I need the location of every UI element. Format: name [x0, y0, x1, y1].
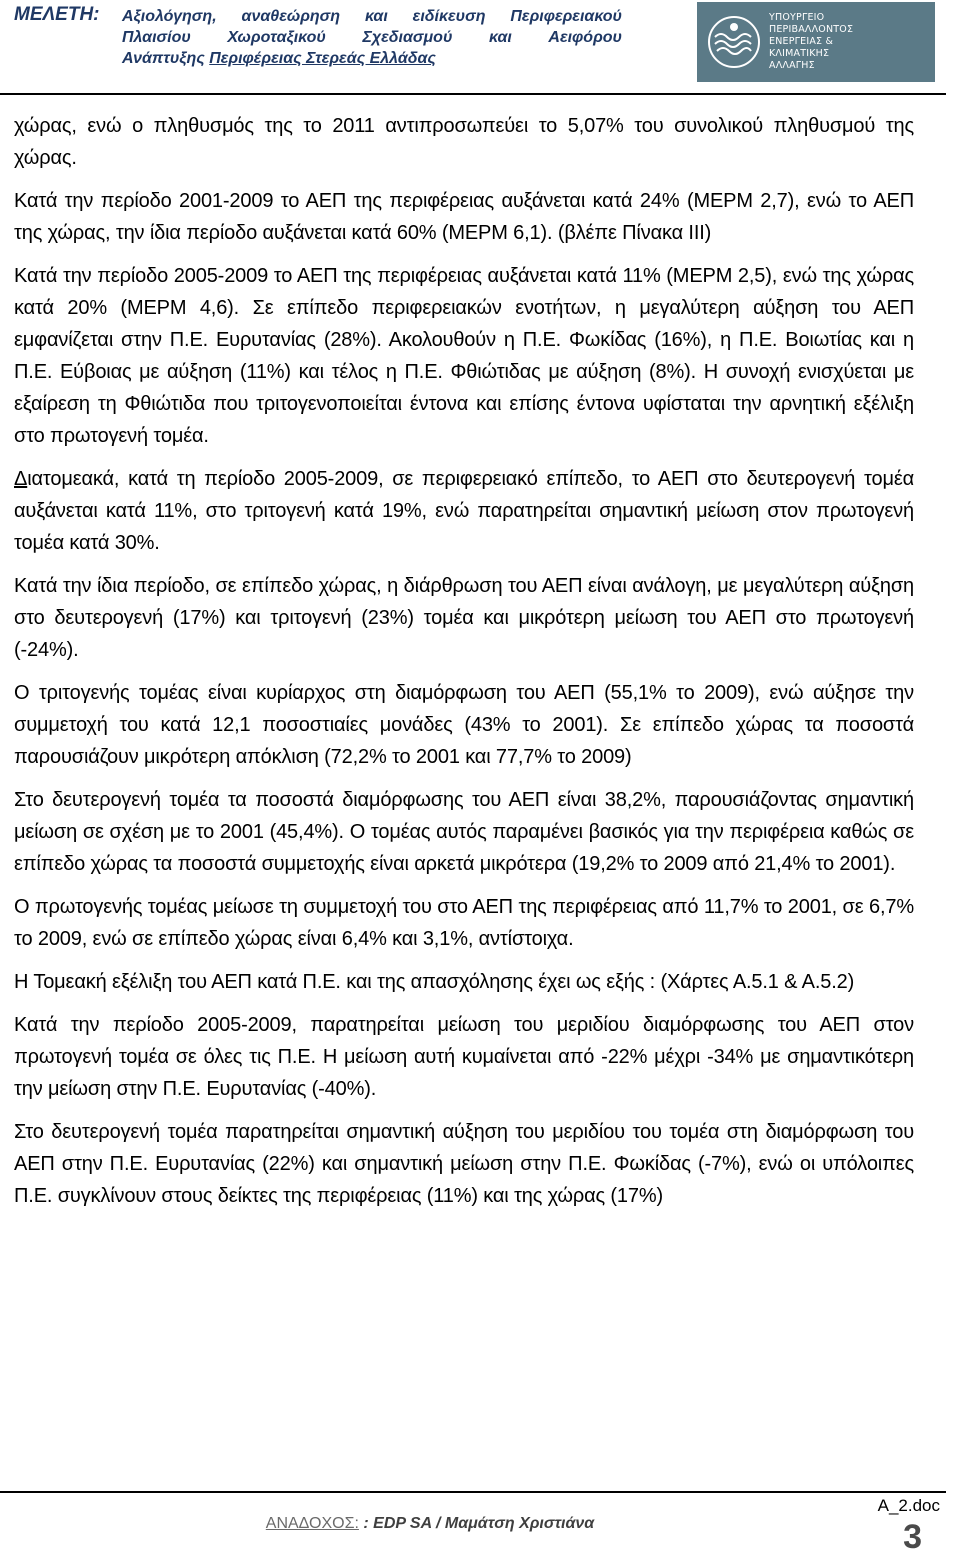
- title-word: Περιφερειακού: [510, 8, 622, 25]
- contractor-label: ΑΝΑΔΟΧΟΣ:: [265, 1515, 359, 1532]
- ministry-logo: [697, 2, 935, 82]
- paragraph: Η Τομεακή εξέλιξη του ΑΕΠ κατά Π.Ε. και της απασχόλησης έχει ως εξής : (Χάρτες Α.5.1 & Α.5.2): [14, 971, 855, 993]
- ministry-name-line: ΚΛΙΜΑΤΙΚΗΣ: [769, 48, 830, 59]
- paragraph: Ο πρωτογενής τομέας μείωσε τη συμμετοχή του στο ΑΕΠ της περιφέρειας από 11,7% το 2001, σε 6,7% το 2009, ενώ σε επίπεδο χώρας είναι 6,4% και 3,1%, αντίστοιχα.: [14, 896, 914, 950]
- ministry-name-line: ΕΝΕΡΓΕΙΑΣ &: [769, 36, 834, 47]
- paragraph-text: ιατομεακά, κατά τη περίοδο 2005-2009, σε περιφερειακό επίπεδο, το ΑΕΠ στο δευτερογενή τομέα αυξάνεται κατά 11%, στο τριτογενή κατά 19%, ενώ παρατηρείται σημαντική μείωση στον πρωτογενή τομέα κατά 30%.: [14, 468, 914, 554]
- study-title-line-3: [122, 48, 622, 69]
- study-label: ΜΕΛΕΤΗ:: [14, 4, 100, 25]
- paragraph: Κατά την περίοδο 2005-2009 το ΑΕΠ της περιφέρειας αυξάνεται κατά 11% (ΜΕΡΜ 2,5), ενώ της χώρας κατά 20% (ΜΕΡΜ 4,6). Σε επίπεδο περιφερειακών ενοτήτων, η μεγαλύτερη αύξηση του ΑΕΠ εμφανίζεται στην Π.Ε. Ευρυτανίας (28%). Ακολουθούν η Π.Ε. Φωκίδας (16%), η Π.Ε. Βοιωτίας και η Π.Ε. Εύβοιας με αύξηση (11%) και τέλος η Π.Ε. Φθιώτιδας με αύξηση (8%). Η συνοχή ενισχύεται με εξαίρεση τη Φθιώτιδα που τριτογενοποιείται έντονα και επίσης έντονα υφίσταται την αρνητική εξέλιξη στο πρωτογενή τομέα.: [14, 265, 914, 447]
- page-header: [0, 0, 960, 92]
- title-region: Περιφέρειας Στερεάς Ελλάδας: [209, 50, 436, 67]
- ministry-name: [769, 12, 853, 72]
- paragraph: Κατά την ίδια περίοδο, σε επίπεδο χώρας, η διάρθρωση του ΑΕΠ είναι ανάλογη, με μεγαλύτερη αύξηση στο δευτερογενή (17%) και τριτογενή (23%) τομέα και μικρότερη μείωση του ΑΕΠ στο πρωτογενή (-24%).: [14, 575, 914, 661]
- paragraph: Στο δευτερογενή τομέα παρατηρείται σημαντική αύξηση του μεριδίου του τομέα στη διαμόρφωση του ΑΕΠ στην Π.Ε. Ευρυτανίας (22%) και σημαντική μείωση στην Π.Ε. Φωκίδας (-7%), ενώ οι υπόλοιπες Π.Ε. συγκλίνουν στους δείκτες της περιφέρειας (11%) και της χώρας (17%): [14, 1121, 914, 1207]
- document-body: [14, 110, 914, 1223]
- title-word: Σχεδιασμού: [362, 29, 453, 46]
- paragraph: Κατά την περίοδο 2001-2009 το ΑΕΠ της περιφέρειας αυξάνεται κατά 24% (ΜΕΡΜ 2,7), ενώ το ΑΕΠ της χώρας, την ίδια περίοδο αυξάνεται κατά 60% (ΜΕΡΜ 6,1). (βλέπε Πίνακα ΙΙΙ): [14, 190, 914, 244]
- paragraph: χώρας, ενώ ο πληθυσμός της το 2011 αντιπροσωπεύει το 5,07% του συνολικού πληθυσμού της χώρας.: [14, 115, 914, 169]
- ministry-name-line: ΑΛΛΑΓΗΣ: [769, 60, 815, 71]
- paragraph: Ο τριτογενής τομέας είναι κυρίαρχος στη διαμόρφωση του ΑΕΠ (55,1% το 2009), ενώ αύξησε την συμμετοχή του κατά 12,1 ποσοστιαίες μονάδες (43% το 2001). Σε επίπεδο χώρας τα ποσοστά παρουσιάζουν μικρότερη απόκλιση (72,2% το 2001 και 77,7% το 2009): [14, 682, 914, 768]
- underlined-initial: Δ: [14, 468, 28, 490]
- title-word: και: [489, 29, 512, 46]
- study-title-line-2: [122, 27, 622, 48]
- page-number: 3: [903, 1518, 922, 1556]
- paragraph: [14, 463, 914, 559]
- ministry-name-line: ΥΠΟΥΡΓΕΙΟ: [769, 12, 825, 23]
- title-word: Πλαισίου: [122, 29, 191, 46]
- title-word: Αειφόρου: [548, 29, 622, 46]
- title-prefix: Ανάπτυξης: [122, 50, 210, 67]
- ministry-emblem-icon: [707, 15, 761, 69]
- title-word: ειδίκευση: [412, 8, 486, 25]
- header-divider: [0, 93, 946, 95]
- paragraph: Στο δευτερογενή τομέα τα ποσοστά διαμόρφωσης του ΑΕΠ είναι 38,2%, παρουσιάζοντας σημαντική μείωση σε σχέση με το 2001 (45,4%). Ο τομέας αυτός παραμένει βασικός για την περιφέρεια καθώς σε επίπεδο χώρας τα ποσοστά συμμετοχής είναι αρκετά μικρότερα (19,2% το 2009 από 21,4% το 2001).: [14, 789, 914, 875]
- document-filename: A_2.doc: [877, 1496, 940, 1515]
- title-word: Αξιολόγηση,: [122, 8, 217, 25]
- contractor-name: : EDP SA / Μαμάτση Χριστιάνα: [358, 1515, 595, 1532]
- ministry-name-line: ΠΕΡΙΒΑΛΛΟΝΤΟΣ: [769, 24, 854, 35]
- title-word: αναθεώρηση: [241, 8, 341, 25]
- study-title: [122, 6, 622, 69]
- footer-divider: [0, 1491, 946, 1493]
- study-title-line-1: [122, 6, 622, 27]
- paragraph: Κατά την περίοδο 2005-2009, παρατηρείται μείωση του μεριδίου διαμόρφωσης του ΑΕΠ στον πρωτογενή τομέα σε όλες τις Π.Ε. Η μείωση αυτή κυμαίνεται από -22% μέχρι -34% με σημαντικότερη την μείωση στην Π.Ε. Ευρυτανίας (-40%).: [14, 1014, 914, 1100]
- title-word: και: [364, 8, 388, 25]
- footer-contractor: [0, 1515, 860, 1533]
- title-word: Χωροταξικού: [227, 29, 326, 46]
